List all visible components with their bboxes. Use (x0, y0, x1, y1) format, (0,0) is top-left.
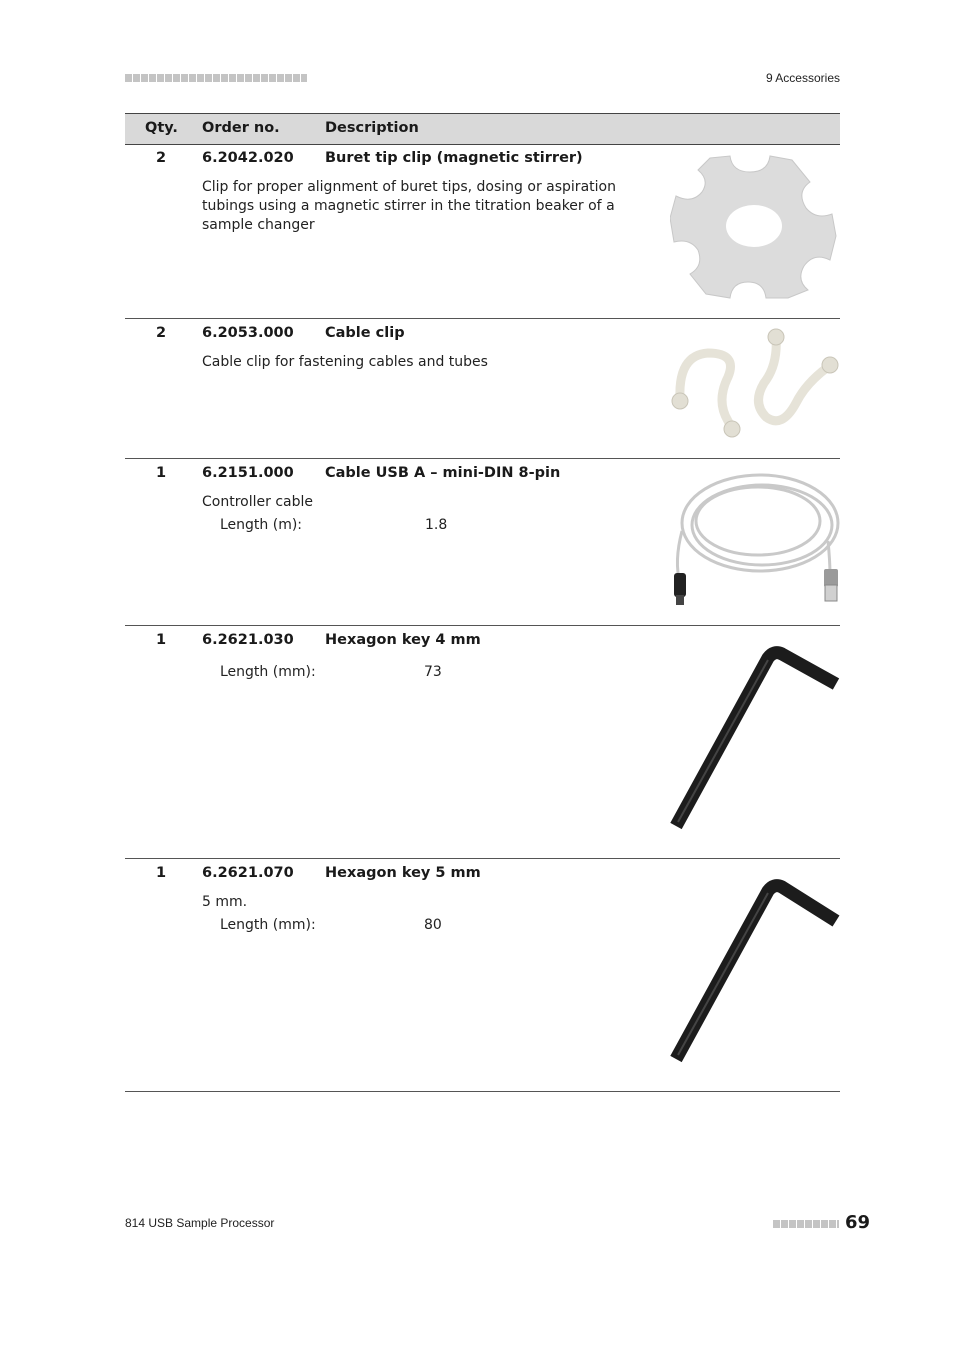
row-qty: 2 (155, 150, 167, 166)
column-order-no: Order no. (202, 120, 280, 136)
spec-label: Length (mm): (220, 917, 316, 933)
row-order-no: 6.2053.000 (202, 325, 294, 341)
spec-value: 1.8 (425, 517, 448, 533)
section-title: 9 Accessories (765, 71, 840, 85)
document-title: 814 USB Sample Processor (125, 1216, 275, 1230)
hex-key-4mm-image (668, 644, 840, 834)
row-title: Hexagon key 4 mm (325, 632, 481, 648)
row-title: Buret tip clip (magnetic stirrer) (325, 150, 583, 166)
row-description: Controller cable (202, 494, 313, 510)
buret-tip-clip-image (670, 152, 840, 300)
footer-decoration (773, 1220, 839, 1228)
row-qty: 1 (155, 865, 167, 881)
row-qty: 1 (155, 632, 167, 648)
table-header (125, 113, 840, 145)
table-row (125, 144, 840, 319)
spec-value: 80 (424, 917, 442, 933)
usb-cable-image (668, 461, 840, 611)
row-order-no: 6.2151.000 (202, 465, 294, 481)
spec-value: 73 (424, 664, 442, 680)
row-title: Cable USB A – mini-DIN 8-pin (325, 465, 561, 481)
row-title: Hexagon key 5 mm (325, 865, 481, 881)
column-description: Description (325, 120, 419, 136)
spec-label: Length (mm): (220, 664, 316, 680)
row-qty: 1 (155, 465, 167, 481)
table-row (125, 859, 840, 1092)
hex-key-5mm-image (668, 877, 840, 1067)
cable-clip-image (668, 325, 840, 445)
spec-label: Length (m): (220, 517, 303, 533)
row-qty: 2 (155, 325, 167, 341)
table-row (125, 319, 840, 459)
column-qty: Qty. (145, 120, 178, 136)
page-number: 69 (845, 1212, 871, 1233)
row-description: 5 mm. (202, 894, 248, 910)
row-description: Cable clip for fastening cables and tubes (202, 354, 488, 370)
row-description: Clip for proper alignment of buret tips, dosing or aspiration tubings using a magnetic stirrer in the titration beaker of a sample changer (202, 179, 616, 233)
row-order-no: 6.2621.030 (202, 632, 294, 648)
header-decoration (125, 74, 307, 82)
row-title: Cable clip (325, 325, 405, 341)
accessories-table (125, 113, 840, 933)
table-row (125, 626, 840, 859)
table-row (125, 459, 840, 626)
row-order-no: 6.2042.020 (202, 150, 294, 166)
row-order-no: 6.2621.070 (202, 865, 294, 881)
